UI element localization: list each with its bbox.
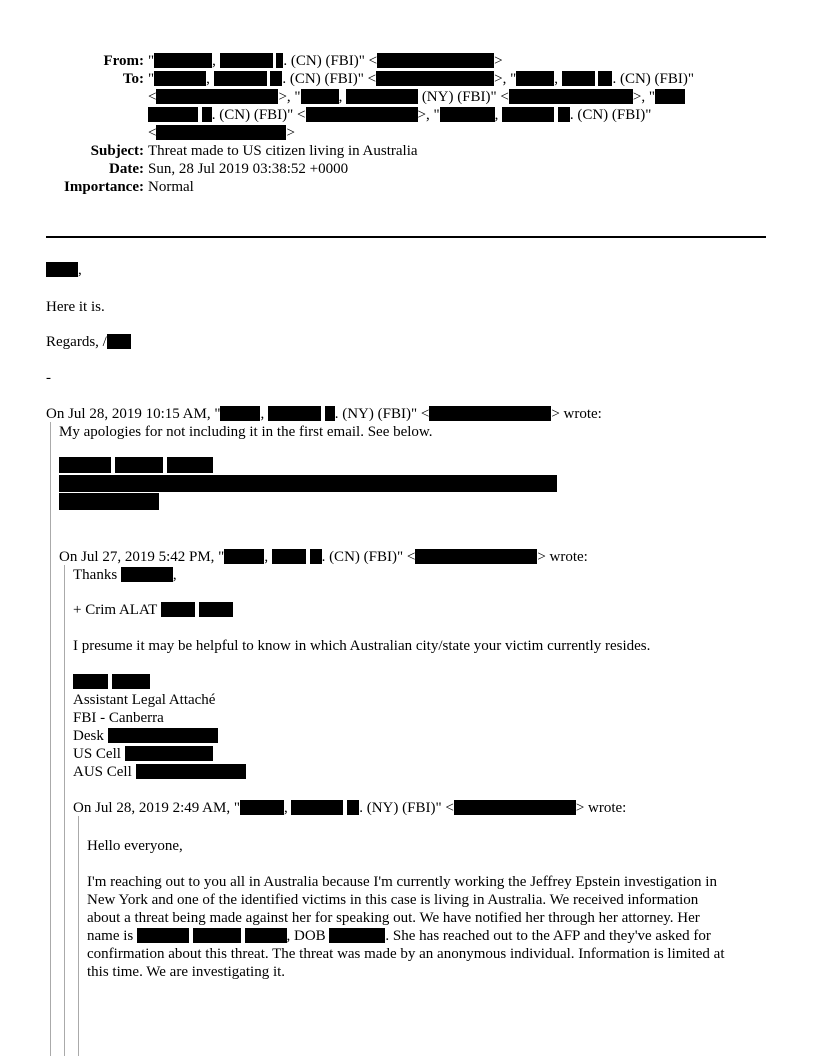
redaction <box>156 89 278 104</box>
importance-value: Normal <box>148 179 194 195</box>
redaction <box>325 406 335 421</box>
redacted-block <box>59 493 159 512</box>
redaction <box>301 89 339 104</box>
body-line: + Crim ALAT <box>73 601 233 619</box>
quote-attribution: On Jul 28, 2019 10:15 AM, " , . (NY) (FBI)" < > wrote: <box>46 406 602 422</box>
redaction <box>440 107 495 122</box>
quote-bar <box>64 565 65 1056</box>
redaction <box>137 928 189 943</box>
redaction <box>240 800 284 815</box>
quote-attribution: On Jul 27, 2019 5:42 PM, " , . (CN) (FBI)" < > wrote: <box>59 549 588 565</box>
body-line: Hello everyone, <box>87 838 183 854</box>
redaction <box>148 107 198 122</box>
redaction <box>161 602 195 617</box>
quote-bar <box>78 816 79 1056</box>
redaction <box>125 746 213 761</box>
redaction <box>220 406 260 421</box>
header-divider <box>46 236 766 238</box>
to-value: " , . (CN) (FBI)" < >, " , . (CN) (FBI)" <box>148 71 695 87</box>
redaction <box>73 674 108 689</box>
to-value-line4: < > <box>148 125 295 141</box>
date-value: Sun, 28 Jul 2019 03:38:52 +0000 <box>148 161 349 177</box>
redacted-block <box>59 457 213 475</box>
redaction <box>270 71 282 86</box>
body-line: Thanks , <box>73 567 177 583</box>
redaction <box>46 262 78 277</box>
body-line: I presume it may be helpful to know in which Australian city/state your victim currently resides. <box>73 638 651 654</box>
redaction <box>154 71 206 86</box>
redaction <box>193 928 241 943</box>
signoff: Regards, / <box>46 333 131 351</box>
body-line: about a threat being made against her for speaking out. We have notified her through her attorney. Her <box>87 910 700 926</box>
redaction <box>167 457 213 473</box>
redaction <box>310 549 322 564</box>
quote-attribution: On Jul 28, 2019 2:49 AM, " , . (NY) (FBI)" < > wrote: <box>73 800 627 816</box>
redaction <box>346 89 418 104</box>
body-line: this time. We are investigating it. <box>87 964 286 980</box>
redaction <box>376 71 494 86</box>
redaction <box>558 107 570 122</box>
signature-name <box>73 673 150 691</box>
signature-desk: Desk <box>73 727 218 745</box>
signature-aus-cell: AUS Cell <box>73 763 246 781</box>
redaction <box>562 71 595 86</box>
redaction <box>516 71 554 86</box>
redaction <box>454 800 576 815</box>
signature-us-cell: US Cell <box>73 745 213 763</box>
to-value-line2: < >, " , (NY) (FBI)" < >, " <box>148 88 685 106</box>
redaction <box>112 674 150 689</box>
redaction <box>59 457 111 473</box>
to-label: To: <box>122 71 144 87</box>
redaction <box>245 928 287 943</box>
redaction <box>115 457 163 473</box>
body-line: Here it is. <box>46 299 105 315</box>
from-label: From: <box>103 53 144 69</box>
redaction <box>59 475 557 492</box>
redaction <box>268 406 321 421</box>
redaction <box>655 89 685 104</box>
redaction <box>156 125 286 140</box>
redaction <box>154 53 212 68</box>
signature-title: Assistant Legal Attaché <box>73 692 216 708</box>
redaction <box>272 549 306 564</box>
redacted-block <box>59 475 557 494</box>
redaction <box>220 53 273 68</box>
redaction <box>108 728 218 743</box>
redaction <box>329 928 385 943</box>
redaction <box>136 764 246 779</box>
importance-label: Importance: <box>64 179 144 195</box>
separator-dash: - <box>46 370 51 386</box>
redaction <box>415 549 537 564</box>
redaction <box>214 71 267 86</box>
body-line: My apologies for not including it in the first email. See below. <box>59 424 433 440</box>
body-line: name is , DOB . She has reached out to the AFP and they've asked for <box>87 928 711 944</box>
body-line: New York and one of the identified victims in this case is living in Australia. We received information <box>87 892 699 908</box>
redaction <box>509 89 633 104</box>
redaction <box>347 800 359 815</box>
redaction <box>502 107 554 122</box>
redaction <box>429 406 551 421</box>
body-line: confirmation about this threat. The threat was made by an anonymous individual. Information is limited at <box>87 946 725 962</box>
redaction <box>377 53 494 68</box>
redaction <box>598 71 612 86</box>
redaction <box>224 549 264 564</box>
subject-value: Threat made to US citizen living in Australia <box>148 143 418 159</box>
redaction <box>121 567 173 582</box>
from-value: " , . (CN) (FBI)" < > <box>148 53 503 69</box>
subject-label: Subject: <box>90 143 144 159</box>
body-line: I'm reaching out to you all in Australia because I'm currently working the Jeffrey Epstein investigation in <box>87 874 717 890</box>
redaction <box>291 800 343 815</box>
signature-office: FBI - Canberra <box>73 710 164 726</box>
redaction <box>202 107 212 122</box>
date-label: Date: <box>109 161 144 177</box>
redaction <box>306 107 418 122</box>
to-value-line3: . (CN) (FBI)" < >, " , . (CN) (FBI)" <box>148 106 651 124</box>
quote-bar <box>50 422 51 1056</box>
redaction <box>59 493 159 510</box>
greeting: , <box>46 261 82 279</box>
redaction <box>199 602 233 617</box>
redaction <box>107 334 131 349</box>
